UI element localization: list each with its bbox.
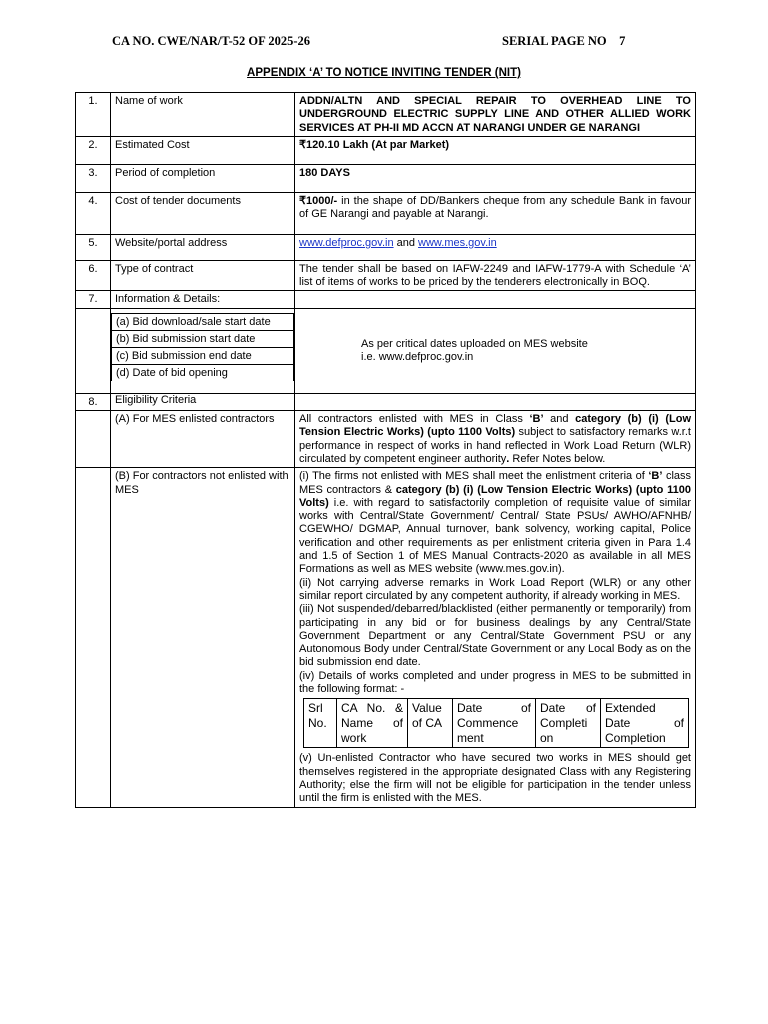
- nit-table: [75, 92, 696, 808]
- table-row: [76, 192, 696, 234]
- table-row: [76, 260, 696, 291]
- non-enlisted-label: (B) For contractors not enlisted with MES: [111, 468, 295, 807]
- criteria-text: class MES contractors &: [299, 470, 691, 496]
- format-header-cell: CA No. & Name of work: [337, 699, 408, 748]
- date-item: (c) Bid submission end date: [112, 347, 294, 364]
- row-label: Estimated Cost: [111, 136, 295, 164]
- enlisted-criteria-value: [295, 411, 696, 468]
- empty-cell: [76, 411, 111, 468]
- format-header-cell: Value of CA: [408, 699, 453, 748]
- works-format-table: [303, 698, 689, 748]
- criteria-text: ‘B’: [529, 413, 544, 426]
- row-number: 7.: [76, 291, 111, 308]
- empty-cell: [295, 393, 696, 410]
- criteria-text: and: [543, 413, 576, 426]
- criteria-text: All contractors enlisted with MES in Class: [299, 413, 530, 426]
- defproc-link[interactable]: www.defproc.gov.in: [299, 236, 394, 249]
- row-number: 4.: [76, 192, 111, 234]
- type-of-contract-value: The tender shall be based on IAFW-2249 and IAFW-1779-A with Schedule ‘A’ list of items of works to be priced by the tenderers electronically in BOQ.: [295, 260, 696, 291]
- row-label: Cost of tender documents: [111, 192, 295, 234]
- table-row: [76, 93, 696, 137]
- criteria-para-i: [299, 470, 691, 576]
- estimated-cost-value: ₹120.10 Lakh (At par Market): [295, 136, 696, 164]
- format-header-row: [304, 699, 689, 748]
- mes-link[interactable]: www.mes.gov.in: [418, 236, 497, 249]
- criteria-para-iv: (iv) Details of works completed and under progress in MES to be submitted in the following format: -: [299, 669, 691, 696]
- enlisted-label: (A) For MES enlisted contractors: [111, 411, 295, 468]
- dates-list: [111, 308, 295, 393]
- criteria-text: (i) The firms not enlisted with MES shall meet the enlistment criteria of: [299, 470, 649, 483]
- criteria-text: Refer Notes below.: [509, 452, 606, 465]
- row-label: Period of completion: [111, 164, 295, 192]
- row-label: Eligibility Criteria: [111, 393, 295, 410]
- criteria-text: .: [506, 452, 510, 465]
- criteria-text: ‘B’: [648, 470, 663, 483]
- criteria-text: category (b) (i) (Low Tension Electric Works) (upto 1100 Volts): [299, 483, 691, 509]
- non-enlisted-criteria-value: [295, 468, 696, 807]
- period-of-completion-value: 180 DAYS: [295, 164, 696, 192]
- criteria-text: subject to satisfactory remarks w.r.t performance in respect of works in hand reflected in Work Load Return (WLR) circulated by competent engineer authority: [299, 426, 691, 465]
- critical-dates-value: [295, 308, 696, 393]
- ca-number-header: CA NO. CWE/NAR/T-52 OF 2025-26: [112, 34, 311, 48]
- row-number: 2.: [76, 136, 111, 164]
- date-item: (d) Date of bid opening: [112, 364, 294, 381]
- empty-cell: [76, 468, 111, 807]
- critical-dates-line2: i.e. www.defproc.gov.in: [361, 351, 474, 364]
- row-label: Type of contract: [111, 260, 295, 291]
- row-number: 8.: [76, 393, 111, 410]
- dates-subtable: [111, 313, 294, 381]
- date-item: (a) Bid download/sale start date: [112, 313, 294, 330]
- table-row: [76, 411, 696, 468]
- format-header-cell: Date of Completi on: [536, 699, 601, 748]
- table-row: [76, 136, 696, 164]
- cost-detail: in the shape of DD/Bankers cheque from any schedule Bank in favour of GE Narangi and payable at Narangi.: [299, 194, 691, 221]
- row-label: Website/portal address: [111, 234, 295, 260]
- name-of-work-value: ADDN/ALTN AND SPECIAL REPAIR TO OVERHEAD LINE TO UNDERGROUND ELECTRIC SUPPLY LINE AND OTHER ALLIED WORK SERVICES AT PH-II MD ACCN AT NARANGI UNDER GE NARANGI: [295, 93, 696, 137]
- table-row: [76, 308, 696, 393]
- and-text: and: [393, 236, 419, 249]
- website-value: [295, 234, 696, 260]
- format-header-cell: Extended Date of Completion: [601, 699, 689, 748]
- date-item: (b) Bid submission start date: [112, 330, 294, 347]
- row-number: 5.: [76, 234, 111, 260]
- format-header-cell: Srl No.: [304, 699, 337, 748]
- cost-amount: ₹1000/-: [299, 194, 338, 207]
- serial-page-header: SERIAL PAGE NO 7: [502, 34, 626, 48]
- criteria-para-v: (v) Un-enlisted Contractor who have secured two works in MES should get themselves registered in the appropriate designated Class with any Registering Authority; else the firm will not be eligible for participation in the tender unless until the firm is enlisted with the MES.: [299, 752, 691, 805]
- row-label: Information & Details:: [111, 291, 295, 308]
- criteria-para-iii: (iii) Not suspended/debarred/blacklisted (either permanently or temporarily) from participating in any bid or for business dealings by any Central/State Government Department or any Central/State Government PSU or any Autonomous Body under Central/State Government or any Local Body as on the bid submission end date.: [299, 603, 691, 669]
- tender-doc-cost-value: [295, 192, 696, 234]
- format-header-cell: Date of Commence ment: [453, 699, 536, 748]
- empty-cell: [76, 308, 111, 393]
- criteria-text: i.e. with regard to satisfactorily completion of requisite value of similar works with Central/State Government/ Central/ State PSUs/ AWHO/AFNHB/ CGEWHO/ DGMAP, Annual turnover, bank solvency, working capital, Police verification and other requirements as per enlistment criteria given in Para 1.4 and 1.5 of Section 1 of MES Manual Contracts-2020 as available in all MES Formations as well as MES website (www.mes.gov.in).: [299, 496, 691, 576]
- row-number: 1.: [76, 93, 111, 137]
- row-label: Name of work: [111, 93, 295, 137]
- critical-dates-line1: As per critical dates uploaded on MES website: [361, 337, 588, 350]
- criteria-para-ii: (ii) Not carrying adverse remarks in Work Load Report (WLR) or any other similar report circulated by any competent authority, if already working in MES.: [299, 576, 691, 602]
- document-title: APPENDIX ‘A’ TO NOTICE INVITING TENDER (NIT): [247, 67, 521, 79]
- empty-cell: [295, 291, 696, 308]
- table-row: [76, 291, 696, 308]
- table-row: [76, 234, 696, 260]
- table-row: [76, 164, 696, 192]
- table-row: [76, 468, 696, 807]
- criteria-text: category (b) (i) (Low Tension Electric Works) (upto 1100 Volts): [299, 413, 691, 439]
- table-row: [76, 393, 696, 410]
- row-number: 6.: [76, 260, 111, 291]
- row-number: 3.: [76, 164, 111, 192]
